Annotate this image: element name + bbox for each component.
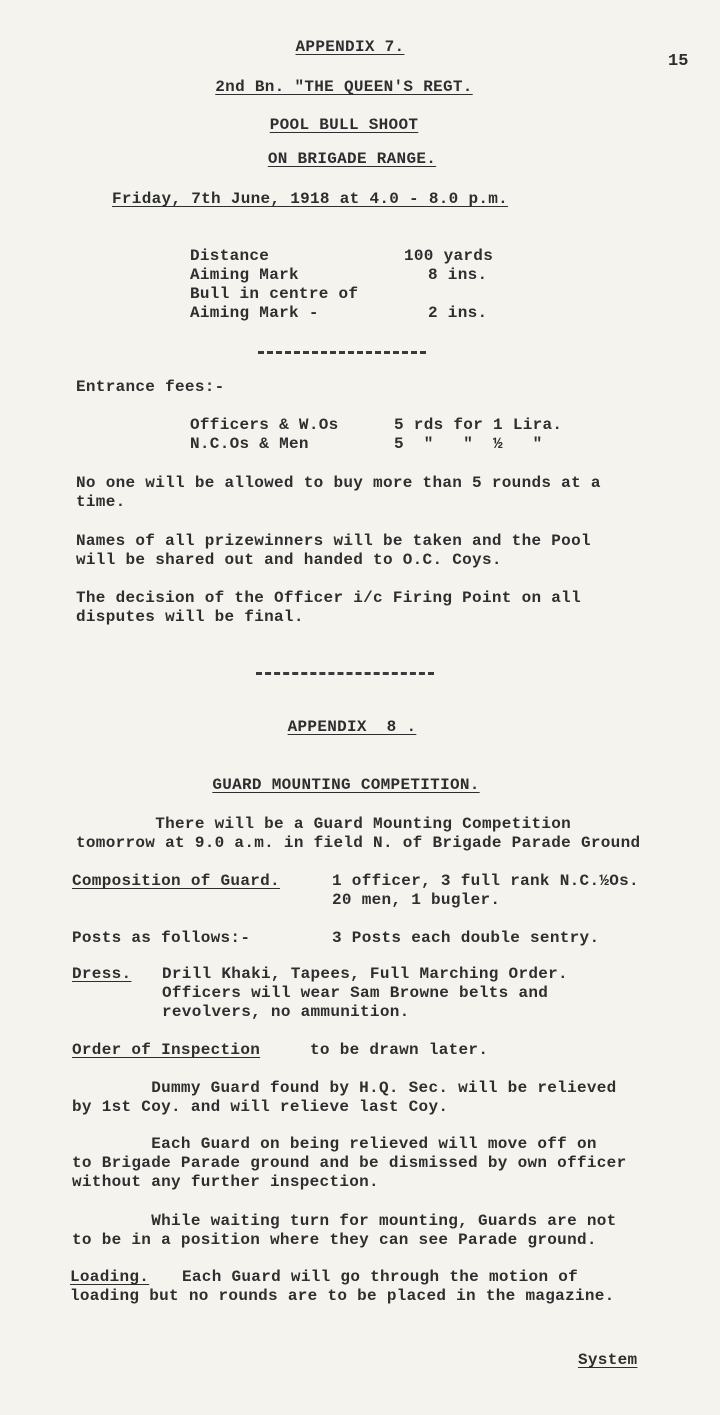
rule-text: time.	[76, 493, 126, 511]
loading-label: Loading.	[70, 1268, 150, 1286]
fee-category: Officers & W.Os	[190, 416, 339, 434]
composition-label: Composition of Guard.	[72, 872, 280, 890]
composition-value: 1 officer, 3 full rank N.C.½Os.	[332, 872, 639, 890]
spec-label: Aiming Mark -	[190, 304, 319, 322]
rule-text: Names of all prizewinners will be taken and the Pool	[76, 532, 591, 550]
paragraph-text: While waiting turn for mounting, Guards are not	[72, 1212, 617, 1230]
intro-text: There will be a Guard Mounting Competition	[76, 815, 572, 833]
spec-label: Distance	[190, 247, 270, 265]
loading-value: Each Guard will go through the motion of	[182, 1268, 579, 1286]
appendix7-title: APPENDIX 7.	[295, 38, 405, 56]
event-date-line: Friday, 7th June, 1918 at 4.0 - 8.0 p.m.	[112, 190, 509, 208]
paragraph-text: to be in a position where they can see Parade ground.	[72, 1231, 597, 1249]
dress-value: Drill Khaki, Tapees, Full Marching Order.	[162, 965, 568, 983]
fees-heading: Entrance fees:-	[76, 378, 225, 396]
paragraph-text: Each Guard on being relieved will move off on	[72, 1135, 597, 1153]
catchword: System	[578, 1351, 638, 1369]
spec-value: 100 yards	[404, 247, 494, 265]
competition-heading: GUARD MOUNTING COMPETITION.	[212, 776, 480, 794]
paragraph-text: without any further inspection.	[72, 1173, 379, 1191]
posts-value: 3 Posts each double sentry.	[332, 929, 600, 947]
rule-text: The decision of the Officer i/c Firing Point on all	[76, 589, 581, 607]
dress-value: revolvers, no ammunition.	[162, 1003, 410, 1021]
intro-text: tomorrow at 9.0 a.m. in field N. of Brigade Parade Ground	[76, 834, 641, 852]
rule-text: No one will be allowed to buy more than 5 rounds at a	[76, 474, 601, 492]
order-value: to be drawn later.	[310, 1041, 489, 1059]
paragraph-text: to Brigade Parade ground and be dismissed by own officer	[72, 1154, 627, 1172]
dress-value: Officers will wear Sam Browne belts and	[162, 984, 549, 1002]
section-divider	[256, 672, 434, 675]
spec-label: Aiming Mark	[190, 266, 299, 284]
fee-category: N.C.Os & Men	[190, 435, 309, 453]
posts-label: Posts as follows:-	[72, 929, 251, 947]
rule-text: disputes will be final.	[76, 608, 304, 626]
paragraph-text: by 1st Coy. and will relieve last Coy.	[72, 1098, 449, 1116]
unit-name: 2nd Bn. "THE QUEEN'S REGT.	[215, 78, 473, 96]
rule-text: will be shared out and handed to O.C. Coys.	[76, 551, 502, 569]
order-label: Order of Inspection	[72, 1041, 261, 1059]
dress-label: Dress.	[72, 965, 132, 983]
event-name: POOL BULL SHOOT	[269, 116, 419, 134]
loading-value: loading but no rounds are to be placed in the magazine.	[70, 1287, 615, 1305]
fee-rate: 5 " " ½ "	[394, 435, 543, 453]
appendix8-title: APPENDIX 8 .	[287, 718, 417, 736]
page-number: 15	[668, 52, 689, 71]
fee-rate: 5 rds for 1 Lira.	[394, 416, 563, 434]
spec-value: 2 ins.	[428, 304, 488, 322]
event-location: ON BRIGADE RANGE.	[267, 150, 437, 168]
paragraph-text: Dummy Guard found by H.Q. Sec. will be relieved	[72, 1079, 617, 1097]
composition-value: 20 men, 1 bugler.	[332, 891, 501, 909]
spec-value: 8 ins.	[428, 266, 488, 284]
spec-label: Bull in centre of	[190, 285, 359, 303]
section-divider	[258, 351, 426, 354]
